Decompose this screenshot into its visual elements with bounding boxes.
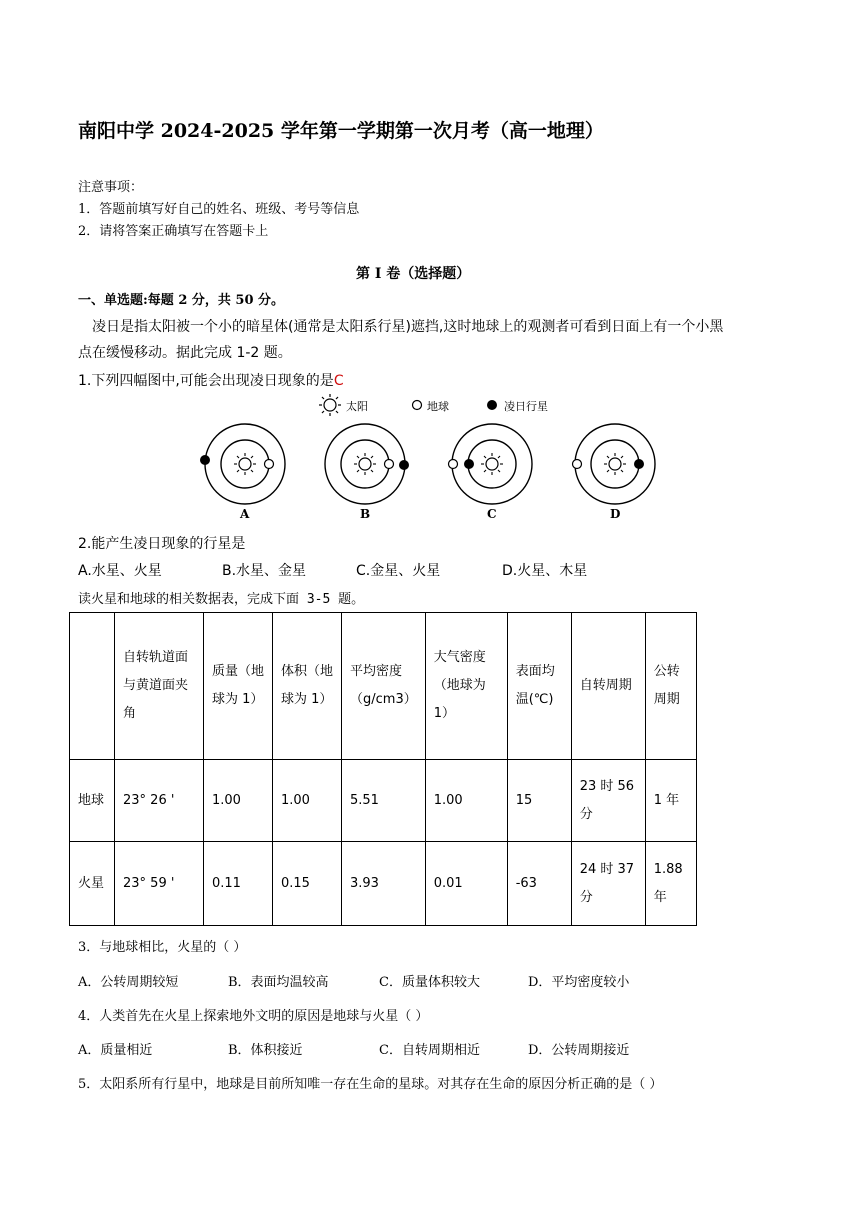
question-4-text: 4．人类首先在火星上探索地外文明的原因是地球与火星（ ） [78,1009,429,1024]
figure-d [573,424,656,521]
q2-option: B.水星、金星 [222,563,307,579]
figure-label: D [610,507,621,521]
table-cell: 火星 [70,842,115,926]
table-header-cell: 自转轨道面与黄道面夹角 [115,613,204,760]
table-cell: 1.00 [425,760,507,842]
table-cell: 1.00 [273,760,342,842]
q3-option: B．表面均温较高 [228,975,329,990]
table-cell: 1.00 [204,760,273,842]
table-cell: 0.15 [273,842,342,926]
planet-marker [399,460,409,470]
figure-label: C [487,507,497,521]
table-cell: 3.93 [342,842,426,926]
legend-planet-icon [487,400,497,410]
table-cell: 地球 [70,760,115,842]
q2-option: D.火星、木星 [502,563,588,579]
table-cell: -63 [507,842,571,926]
q4-option: B．体积接近 [228,1043,303,1058]
figure-label: B [360,507,371,521]
table-header-cell: 表面均温(℃) [507,613,571,760]
question-1-answer: C [333,373,344,389]
earth-marker [265,460,274,469]
table-cell: 5.51 [342,760,426,842]
table-cell: 23° 59 ' [115,842,204,926]
table-cell: 23 时 56 分 [571,760,645,842]
q3-option: D．平均密度较小 [528,975,630,990]
notice-heading: 注意事项： [78,180,144,195]
legend-sun-label: 太阳 [346,400,368,413]
planet-marker [634,459,644,469]
part-heading: 一、单选题:每题 2 分，共 50 分。 [78,293,285,308]
earth-marker [573,460,582,469]
table-header-cell: 体积（地球为 1） [273,613,342,760]
question-5-text: 5．太阳系所有行星中，地球是目前所知唯一存在生命的星球。对其存在生命的原因分析正确的是（ ） [78,1077,663,1092]
legend-earth-icon [413,401,422,410]
figure-b [325,424,409,521]
table-intro: 读火星和地球的相关数据表，完成下面 3-5 题。 [78,592,365,607]
table-cell: 1 年 [645,760,696,842]
q3-option: C．质量体积较大 [379,975,480,990]
q3-option: A．公转周期较短 [78,975,179,990]
q2-option: A.水星、火星 [78,563,162,579]
table-cell: 1.88 年 [645,842,696,926]
table-header-cell: 公转周期 [645,613,696,760]
earth-marker [449,460,458,469]
exam-title: 南阳中学 2024-2025 学年第一学期第一次月考（高一地理） [78,120,604,142]
planet-marker [200,455,210,465]
planet-marker [464,459,474,469]
table-cell: 24 时 37 分 [571,842,645,926]
table-cell: 23° 26 ' [115,760,204,842]
transit-diagram [190,392,670,526]
q4-option: C．自转周期相近 [379,1043,480,1058]
table-row [70,760,697,842]
q2-option: C.金星、火星 [356,563,441,579]
table-header-cell [70,613,115,760]
question-1 [78,370,344,390]
passage-line: 凌日是指太阳被一个小的暗星体(通常是太阳系行星)遮挡,这时地球上的观测者可看到日面上有一个小黑 [92,319,724,335]
question-1-text: 1.下列四幅图中,可能会出现凌日现象的是 [78,373,334,389]
sun-icon [234,453,256,475]
figure-a [200,424,285,521]
q4-option: A．质量相近 [78,1043,153,1058]
legend-sun-icon [319,394,341,416]
earth-marker [385,460,394,469]
data-table [69,612,697,926]
sun-icon [354,453,376,475]
figure-c [449,424,533,521]
table-cell: 0.01 [425,842,507,926]
table-header-cell: 自转周期 [571,613,645,760]
table-row [70,842,697,926]
q4-option: D．公转周期接近 [528,1043,630,1058]
section-title: 第 I 卷（选择题） [356,266,471,282]
table-header-cell: 大气密度（地球为 1） [425,613,507,760]
table-cell: 0.11 [204,842,273,926]
notice-item: 2．请将答案正确填写在答题卡上 [78,224,269,239]
question-2-text: 2.能产生凌日现象的行星是 [78,536,246,552]
table-header-row [70,613,697,760]
sun-icon [604,453,626,475]
table-header-cell: 平均密度（g/cm3） [342,613,426,760]
table-cell: 15 [507,760,571,842]
notice-item: 1．答题前填写好自己的姓名、班级、考号等信息 [78,202,360,217]
question-3-text: 3．与地球相比，火星的（ ） [78,940,247,955]
passage-line: 点在缓慢移动。据此完成 1-2 题。 [78,345,292,361]
figure-label: A [240,507,250,521]
sun-icon [481,453,503,475]
legend-planet-label: 凌日行星 [504,400,548,413]
legend-earth-label: 地球 [427,400,449,413]
table-header-cell: 质量（地球为 1） [204,613,273,760]
